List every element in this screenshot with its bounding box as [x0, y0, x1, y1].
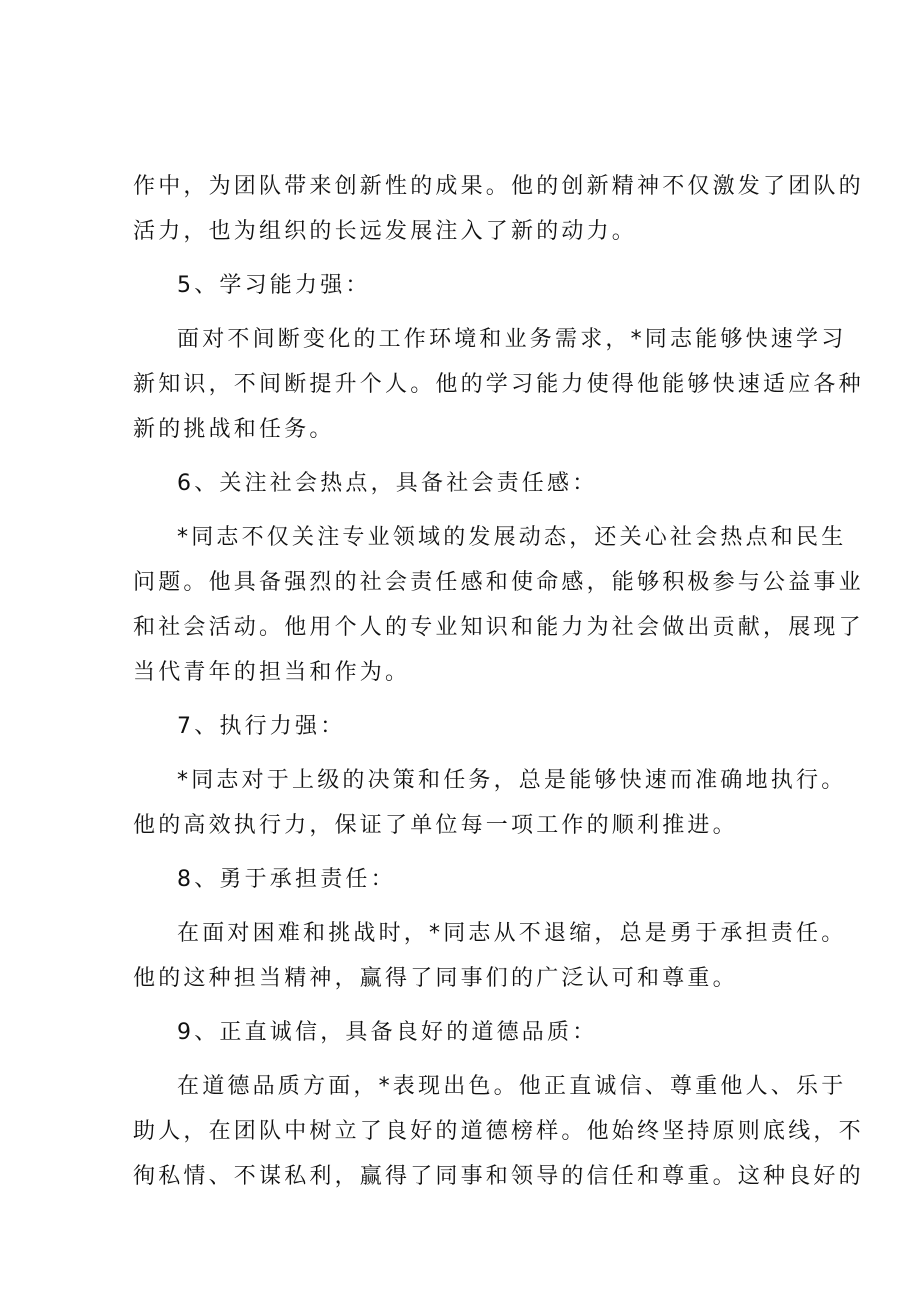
paragraph-line: 助人，在团队中树立了良好的道德榜样。他始终坚持原则底线，不 [133, 1119, 864, 1144]
section-paragraph-9 [133, 1064, 864, 1199]
paragraph-line: 面对不间断变化的工作环境和业务需求，*同志能够快速学习 [177, 327, 847, 352]
paragraph-line: *同志对于上级的决策和任务，总是能够快速而准确地执行。 [177, 768, 847, 793]
paragraph-line: 在道德品质方面，*表现出色。他正直诚信、尊重他人、乐于 [177, 1074, 847, 1099]
section-paragraph-5 [133, 317, 864, 452]
section-heading-8: 8、勇于承担责任： [177, 867, 396, 892]
section-heading-9: 9、正直诚信，具备良好的道德品质： [177, 1020, 598, 1045]
paragraph-line: 问题。他具备强烈的社会责任感和使命感，能够积极参与公益事业 [133, 570, 864, 595]
paragraph-line: 他的高效执行力，保证了单位每一项工作的顺利推进。 [133, 813, 738, 838]
paragraph-line: 当代青年的担当和作为。 [133, 660, 411, 685]
section-heading-6: 6、关注社会热点，具备社会责任感： [177, 471, 598, 496]
document-body [133, 164, 864, 1199]
paragraph-line: 新的挑战和任务。 [133, 417, 335, 442]
section-heading-5: 5、学习能力强： [177, 273, 371, 298]
section-heading-7: 7、执行力强： [177, 714, 346, 739]
paragraph-line: 活力，也为组织的长远发展注入了新的动力。 [133, 219, 638, 244]
paragraph-line: 新知识，不间断提升个人。他的学习能力使得他能够快速适应各种 [133, 372, 864, 397]
paragraph-line: 和社会活动。他用个人的专业知识和能力为社会做出贡献，展现了 [133, 615, 864, 640]
section-paragraph-6 [133, 515, 864, 695]
intro-paragraph [133, 164, 864, 254]
section-paragraph-7 [133, 758, 847, 848]
paragraph-line: *同志不仅关注专业领域的发展动态，还关心社会热点和民生 [177, 525, 847, 550]
paragraph-line: 徇私情、不谋私利，赢得了同事和领导的信任和尊重。这种良好的 [133, 1164, 864, 1189]
paragraph-line: 在面对困难和挑战时，*同志从不退缩，总是勇于承担责任。 [177, 921, 847, 946]
paragraph-line: 他的这种担当精神，赢得了同事们的广泛认可和尊重。 [133, 966, 738, 991]
section-paragraph-8 [133, 911, 847, 1001]
paragraph-line: 作中，为团队带来创新性的成果。他的创新精神不仅激发了团队的 [133, 174, 864, 199]
